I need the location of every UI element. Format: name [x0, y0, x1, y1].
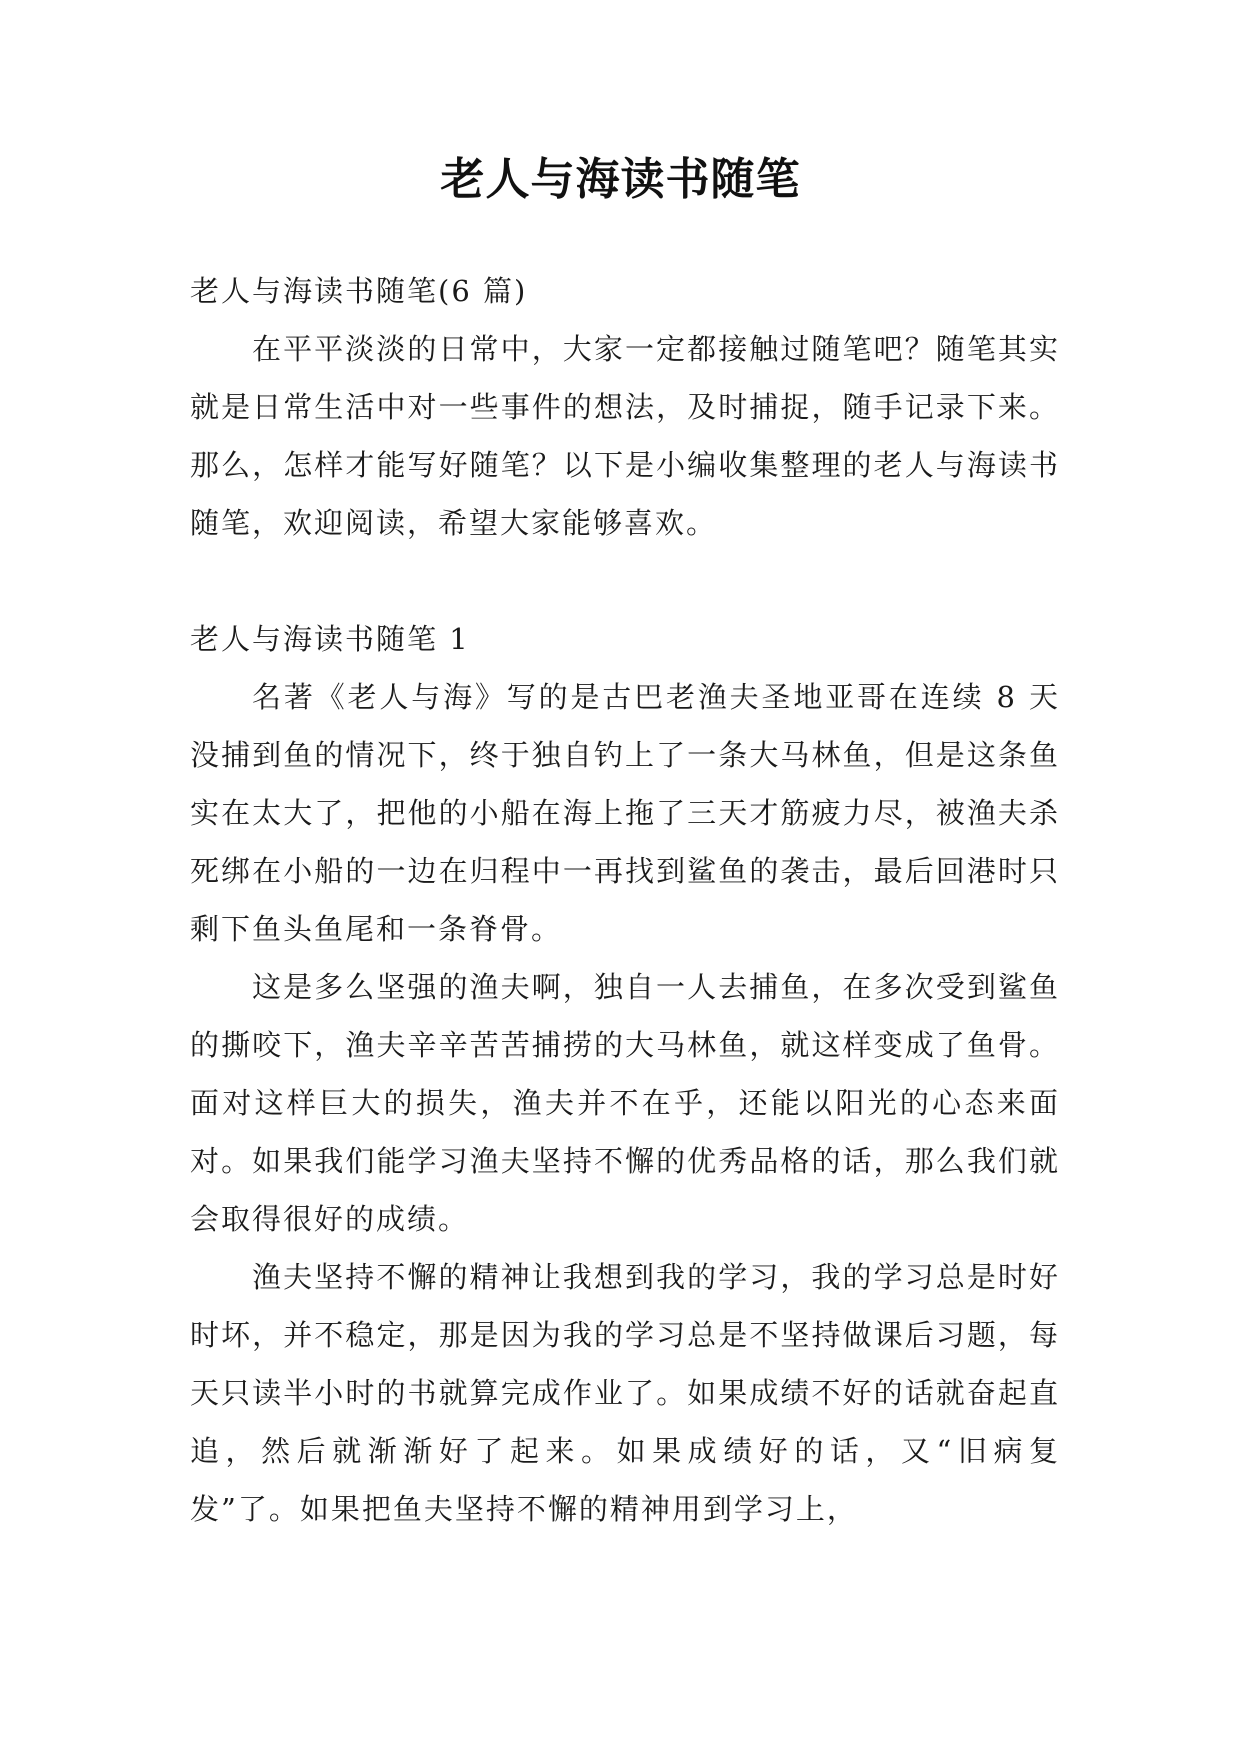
document-body [190, 262, 1060, 1538]
section-spacer [190, 552, 1060, 610]
body-paragraph: 这是多么坚强的渔夫啊，独自一人去捕鱼，在多次受到鲨鱼的撕咬下，渔夫辛辛苦苦捕捞的大马林鱼，就这样变成了鱼骨。面对这样巨大的损失，渔夫并不在乎，还能以阳光的心态来面对。如果我们能学习渔夫坚持不懈的优秀品格的话，那么我们就会取得很好的成绩。 [190, 970, 1060, 1236]
document-subtitle: 老人与海读书随笔(6 篇) [190, 274, 528, 308]
section-heading: 老人与海读书随笔 1 [190, 622, 470, 656]
intro-paragraph: 在平平淡淡的日常中，大家一定都接触过随笔吧？随笔其实就是日常生活中对一些事件的想法，及时捕捉，随手记录下来。那么，怎样才能写好随笔？以下是小编收集整理的老人与海读书随笔，欢迎阅读，希望大家能够喜欢。 [190, 332, 1060, 540]
body-paragraph: 名著《老人与海》写的是古巴老渔夫圣地亚哥在连续 8 天没捕到鱼的情况下，终于独自钓上了一条大马林鱼，但是这条鱼实在太大了，把他的小船在海上拖了三天才筋疲力尽，被渔夫杀死绑在小船的一边在归程中一再找到鲨鱼的袭击，最后回港时只剩下鱼头鱼尾和一条脊骨。 [190, 680, 1060, 946]
body-paragraph: 渔夫坚持不懈的精神让我想到我的学习，我的学习总是时好时坏，并不稳定，那是因为我的学习总是不坚持做课后习题，每天只读半小时的书就算完成作业了。如果成绩不好的话就奋起直追，然后就渐渐好了起来。如果成绩好的话，又“旧病复发”了。如果把鱼夫坚持不懈的精神用到学习上， [190, 1260, 1060, 1526]
document-title: 老人与海读书随笔 [440, 154, 801, 205]
